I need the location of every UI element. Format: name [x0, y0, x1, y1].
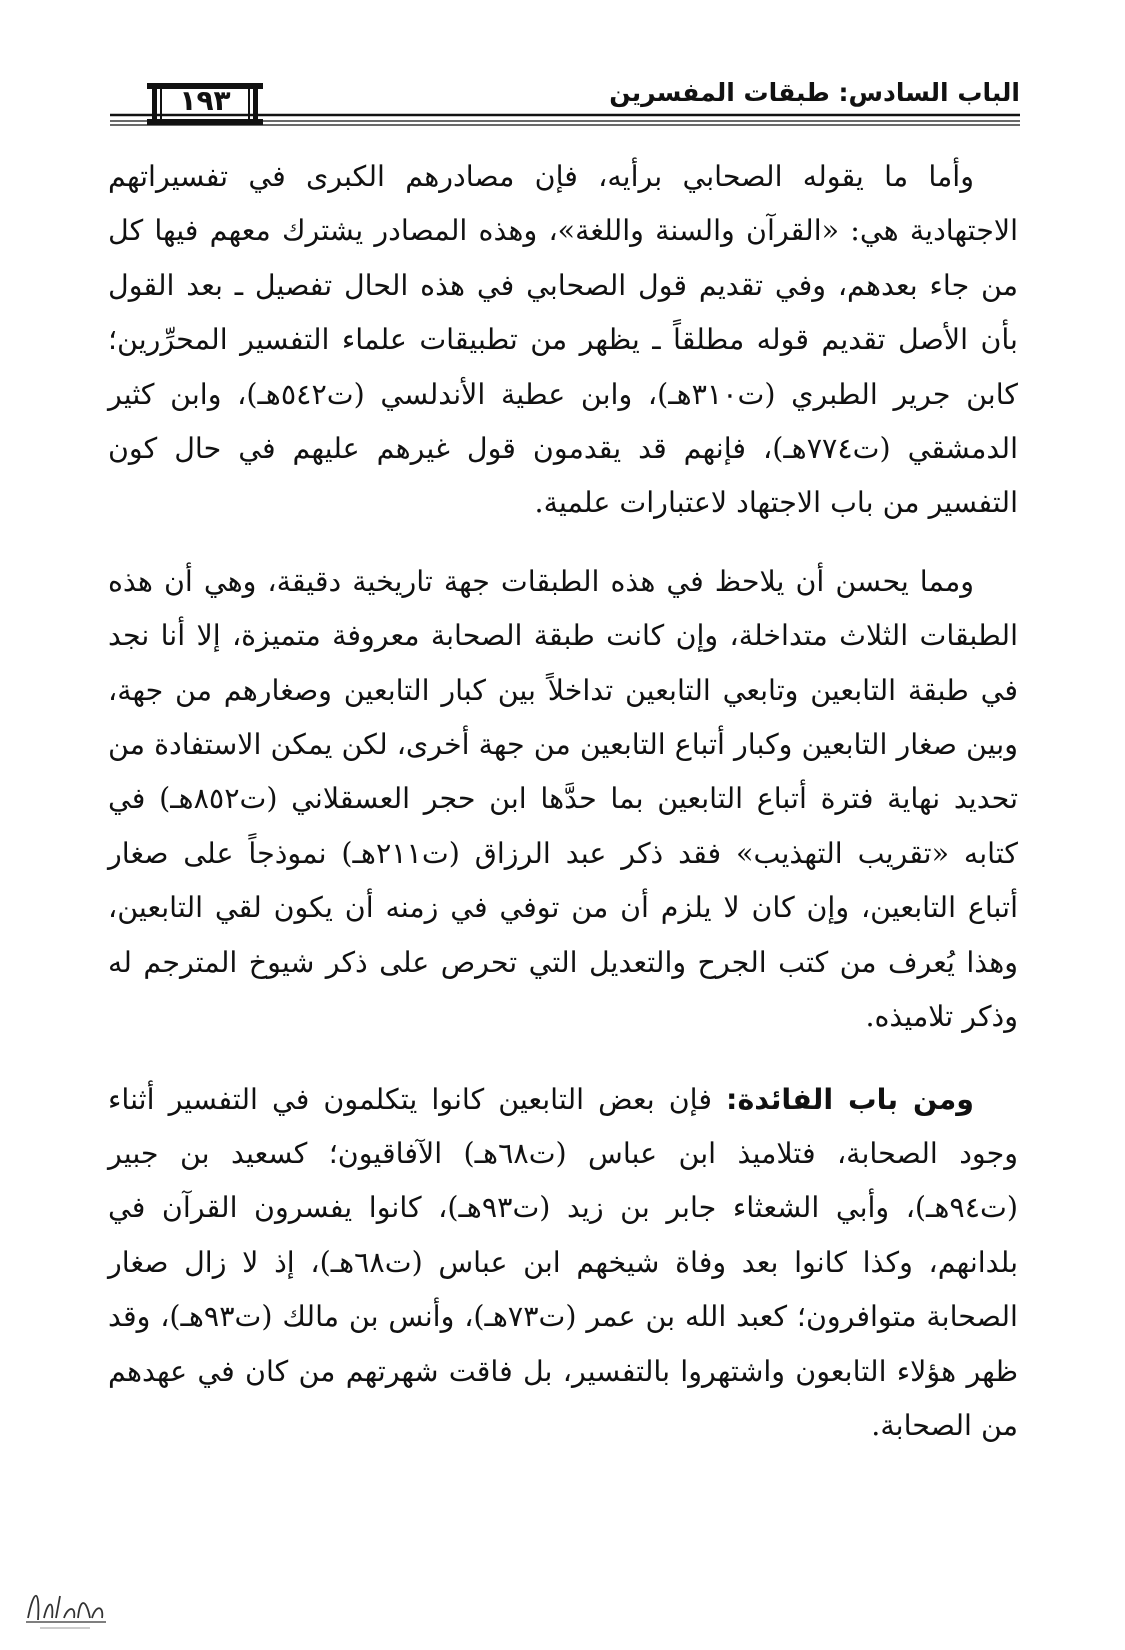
paragraph	[108, 1073, 1018, 1454]
main-text	[108, 150, 1018, 1453]
page-header	[110, 70, 1020, 140]
publisher-watermark-logo	[20, 1578, 110, 1633]
page-number-frame	[146, 82, 264, 126]
page-number: ١٩٣	[179, 84, 231, 117]
paragraph: وأما ما يقوله الصحابي برأيه، فإن مصادرهم الكبرى في تفسيراتهم الاجتهادية هي: «القرآن والسنة واللغة»، وهذه المصادر يشترك معهم فيها كل من جاء بعدهم، وفي تقديم قول الصحابي في هذه الحال تفصيل ـ بعد القول بأن الأصل تقديم قوله مطلقاً ـ يظهر من تطبيقات علماء التفسير المحرِّرين؛ كابن جرير الطبري (ت٣١٠هـ)، وابن عطية الأندلسي (ت٥٤٢هـ)، وابن كثير الدمشقي (ت٧٧٤هـ)، فإنهم قد يقدمون قول غيرهم عليهم في حال كون التفسير من باب الاجتهاد لاعتبارات علمية.	[108, 160, 1018, 520]
chapter-title: الباب السادس: طبقات المفسرين	[609, 78, 1020, 107]
paragraph-body: فإن بعض التابعين كانوا يتكلمون في التفسير أثناء وجود الصحابة، فتلاميذ ابن عباس (ت٦٨هـ) الآفاقيون؛ كسعيد بن جبير (ت٩٤هـ)، وأبي الشعثاء جابر بن زيد (ت٩٣هـ)، كانوا يفسرون القرآن في بلدانهم، وكذا كانوا بعد وفاة شيخهم ابن عباس (ت٦٨هـ)، إذ لا زال صغار الصحابة متوافرون؛ كعبد الله بن عمر (ت٧٣هـ)، وأنس بن مالك (ت٩٣هـ)، وقد ظهر هؤلاء التابعون واشتهروا بالتفسير، بل فاقت شهرتهم من كان في عهدهم من الصحابة.	[108, 1082, 1019, 1442]
paragraph: ومما يحسن أن يلاحظ في هذه الطبقات جهة تاريخية دقيقة، وهي أن هذه الطبقات الثلاث متداخلة، وإن كانت طبقة الصحابة معروفة متميزة، إلا أنا نجد في طبقة التابعين وتابعي التابعين تداخلاً بين كبار التابعين وصغارهم من جهة، وبين صغار التابعين وكبار أتباع التابعين من جهة أخرى، لكن يمكن الاستفادة من تحديد نهاية فترة أتباع التابعين بما حدَّها ابن حجر العسقلاني (ت٨٥٢هـ) في كتابه «تقريب التهذيب» فقد ذكر عبد الرزاق (ت٢١١هـ) نموذجاً على صغار أتباع التابعين، وإن كان لا يلزم أن من توفي في زمنه أن يكون لقي التابعين، وهذا يُعرف من كتب الجرح والتعديل التي تحرص على ذكر شيوخ المترجم له وذكر تلاميذه.	[108, 564, 1019, 1034]
paragraph-lead: ومن باب الفائدة:	[726, 1082, 974, 1116]
